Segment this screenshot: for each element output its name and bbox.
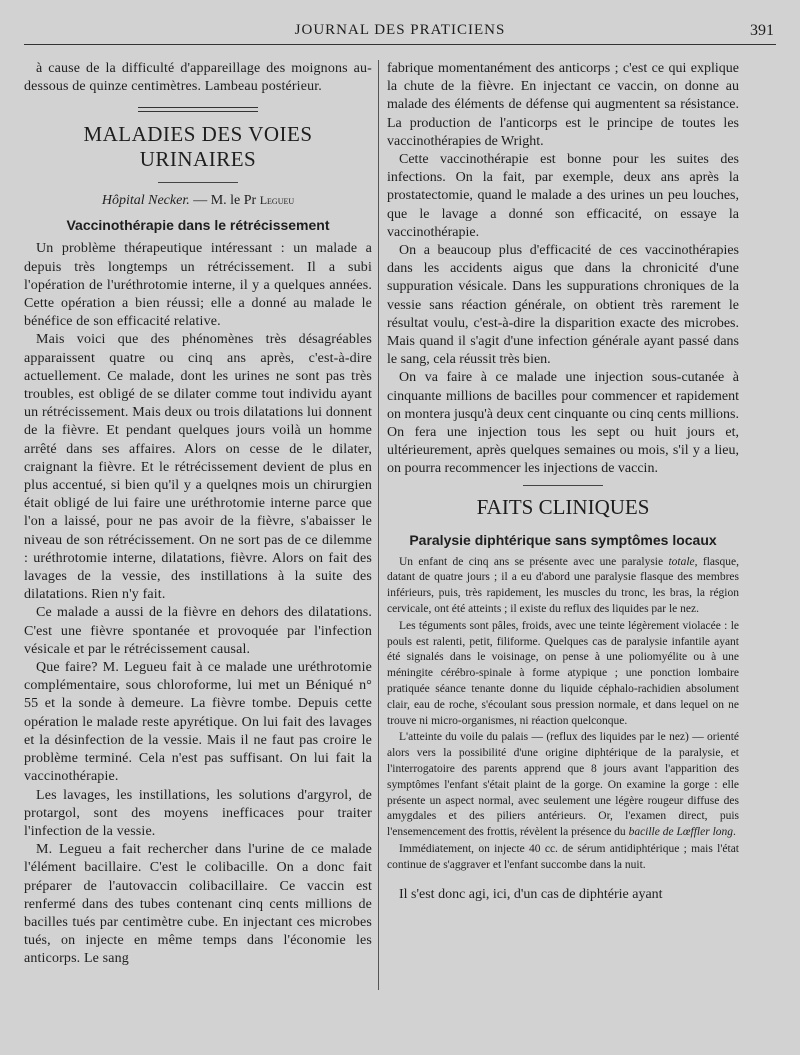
short-rule [523,485,603,486]
body-paragraph: On a beaucoup plus d'efficacité de ces vaccinothérapies dans les accidents aigus que dans la chronicité d'une suppuration vésicale. Dans les suppurations chroniques de la vessie sans réaction générale, on obtient très rarement le résultat voulu, c'est-à-dire la disparition exacte des microbes. Mais quand il s'agit d'une infection générale ayant passé dans le sang, cela réussit très bien. [387,243,739,368]
article-title: Paralysie diphtérique sans symptômes locaux [409,531,717,548]
section-title: FAITS CLINIQUES [476,494,650,519]
body-paragraph: Cette vaccinothérapie est bonne pour les suites des infections. On la fait, par exemple, deux ans après la prostatectomie, quand le malade a des urines un peu louches, que le lavage a donné son efficacité, on essaye la vaccinothérapie. [387,152,739,240]
body-paragraph: Ce malade a aussi de la fièvre en dehors des dilatations. C'est une fièvre spontanée et provoquée par l'infection vésicale et par le rétrécissement causal. [24,605,372,657]
body-paragraph: Que faire? M. Legueu fait à ce malade une uréthrotomie complémentaire, sous chloroforme, lui met un Béniqué n° 55 et la sonde à demeure. La fièvre tombe. Depuis cette opération le malade reste apyrétique. On lui fait des lavages et la désinfection de la vessie. Mais il ne faut pas croire le problème terminé. Cela n'est pas suffisant. On lui fait la vaccinothérapie. [24,660,372,785]
running-title: JOURNAL DES PRATICIENS [294,22,506,38]
page-number: 391 [750,22,774,39]
byline-place: Hôpital Necker. [101,193,190,209]
case-text-italic: bacille de Lœffler long [628,826,734,839]
right-column [387,60,739,904]
double-rule [138,107,258,112]
short-rule [158,182,238,183]
column-divider [378,60,379,990]
case-text: L'atteinte du voile du palais — (reflux des liquides par le nez) — orienté alors vers la possibilité d'une origine diphtérique de la paralysie, et l'interrogatoire des parents apprend que 8 jours avant l'apparition des symptômes l'enfant s'était plaint de la gorge. On examine la gorge : elle présente un aspect normal, avec seulement une légère rougeur diffuse des amygdales et des piliers antérieurs. Or, l'examen direct, puis l'ensemencement des frottis, révèlent la présence du [387,731,739,839]
body-paragraph: M. Legueu a fait rechercher dans l'urine de ce malade l'élément bacillaire. C'est le colibacille. On a donc fait préparer de l'autovaccin colibacillaire. Ce vaccin est renfermé dans des tubes contenant cinq cents millions de bacilles tués par centimètre cube. En injectant ces microbes tués, on injecte en même temps dans l'économie les anticorps. Le sang [24,842,372,967]
body-paragraph: Mais voici que des phénomènes très désagréables apparaissent quatre ou cinq ans après, c'est-à-dire actuellement. Ce malade, dont les urines ne sont pas très troubles, est obligé de se dilater comme tout individu ayant un rétrécissement. Mais deux ou trois dilatations lui donnent de la fièvre. Et pendant quelques jours voilà un homme arrêté dans ses affaires. Alors on cesse de le dilater, craignant la fièvre. Et le rétrécissement devient de plus en plus accentué, si bien qu'il y a quelqnes mois un chirurgien était obligé de lui faire une uréthrotomie interne parce que l'on a laissé, pour ne pas avoir de la fièvre, s'abaisser le niveau de son rétrécissement. On ne sort pas de ce dilemme : uréthrotomie interne, dilatations, fièvre. Alors on fait des lavages de la vessie, des instillations à la suite des dilatations. Rien n'y fait. [24,332,372,603]
case-paragraph: Les téguments sont pâles, froids, avec une teinte légèrement violacée : le pouls est ralenti, petit, filiforme. Quelques cas de paralysie infantile ayant été signalés dans le voisinage, on pense à une poliomyélite ou à une méningite cérébro-spinale à forme atypique ; une ponction lombaire pratiquée séance tenante donne du liquide céphalo-rachidien absolument clair, eau de roche, s'écoulant sous pression normale, et dans lequel on ne trouve ni micro-organismes, ni réaction quelconque. [387,619,739,727]
byline [24,193,372,209]
byline-mid: — M. le Pr [189,193,260,209]
case-text: Un enfant de cinq ans se présente avec une paralysie [399,555,669,568]
body-paragraph: Les lavages, les instillations, les solutions d'argyrol, de protargol, sont des moyens inefficaces pour traiter l'infection de la vessie. [24,787,372,839]
body-paragraph: Un problème thérapeutique intéressant : un malade a depuis très longtemps un rétrécissement. Il a subi l'opération de l'uréthrotomie interne, il y a quelques années. Cette opération a bien réussi; elle a donné au malade le bénéfice de son efficacité relative. [24,241,372,330]
section-title: MALADIES DES VOIES URINAIRES [83,122,313,172]
page-header [24,20,776,45]
continued-paragraph: à cause de la difficulté d'appareillage des moignons au-dessous de quinze centimètres. Lambeau postérieur. [24,61,372,95]
case-paragraph [387,730,739,841]
byline-name: Legueu [259,193,295,208]
case-text: . [733,826,736,839]
case-paragraph [387,555,739,618]
case-text-italic: totale [668,555,695,568]
body-paragraph: Il s'est donc agi, ici, d'un cas de diphtérie ayant [399,886,663,902]
article-title: Vaccinothérapie dans le rétrécissement [66,217,330,234]
case-report [387,555,739,874]
body-paragraph: fabrique momentanément des anticorps ; c'est ce qui explique la chute de la fièvre. En injectant ce vaccin, on donne au malade des éléments de défense qui augmentent sa résistance. La production de l'anticorps est le principe de toutes les vaccinothérapies de Wright. [387,61,739,149]
case-paragraph: Immédiatement, on injecte 40 cc. de sérum antidiphtérique ; mais l'état continue de s'aggraver et l'enfant succombe dans la nuit. [387,843,739,871]
body-paragraph: On va faire à ce malade une injection sous-cutanée à cinquante millions de bacilles pour commencer et rapidement on montera jusqu'à deux cent cinquante ou cinq cents millions. On fera une injection tous les sept ou huit jours et, ultérieurement, après quelques semaines ou mois, s'il y a lieu, on pourra recommencer les injections de vaccin. [387,370,739,477]
left-column [24,60,372,969]
case-text: , flasque, datant de quatre jours ; il a eu d'abord une paralysie flasque des membres inférieurs, puis, très rapidement, les muscles du tronc, les bras, la région cervicale, ont été atteints ; il existe du reflux des liquides par le nez. [387,555,739,616]
